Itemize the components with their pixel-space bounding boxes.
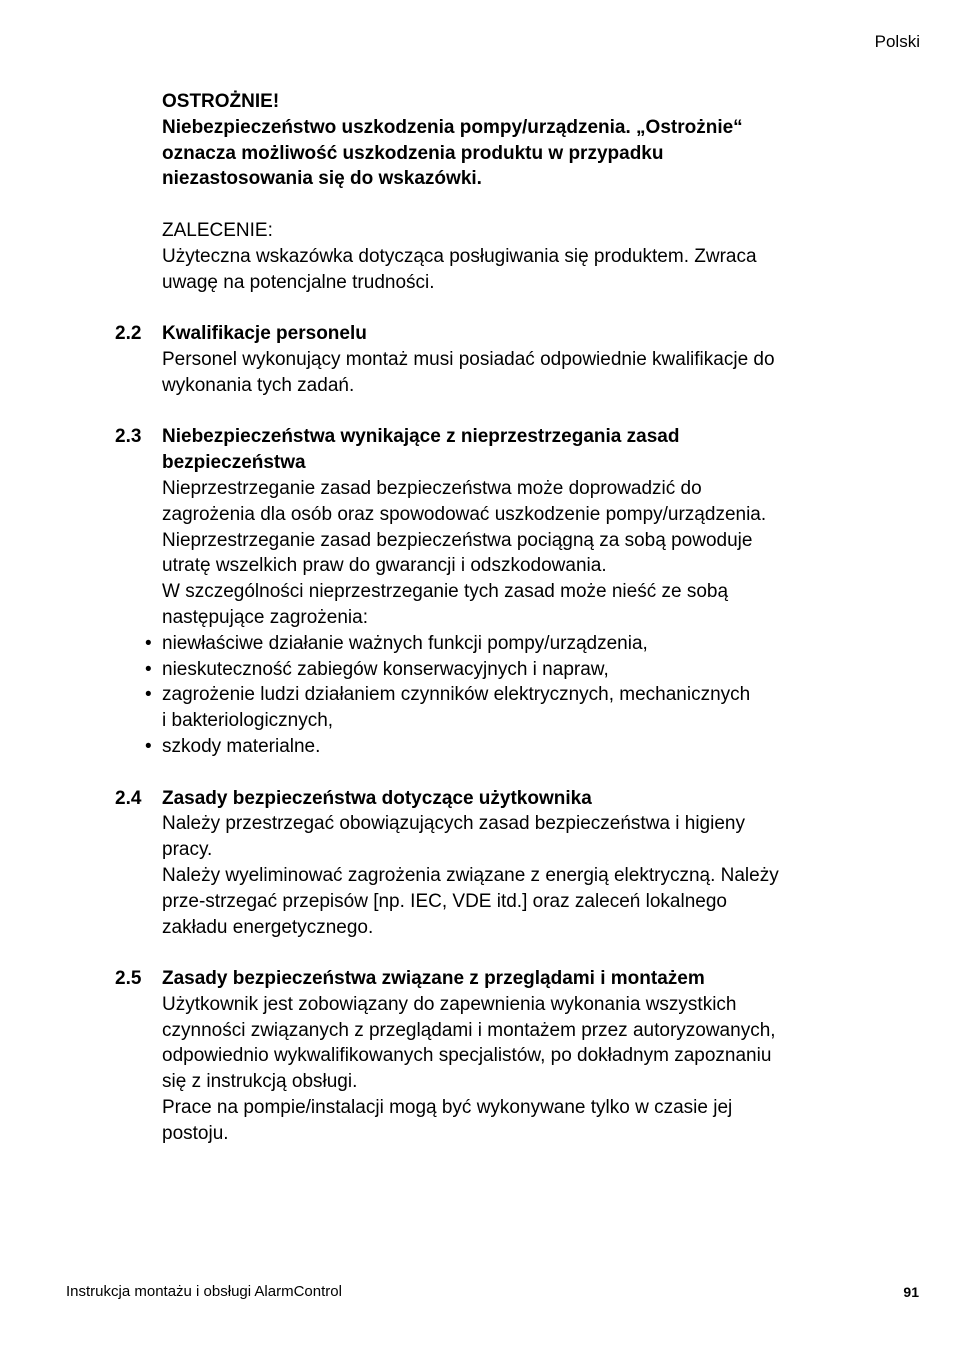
list-item-line: • zagrożenie ludzi działaniem czynników elektrycznych, mechanicznych	[162, 684, 751, 706]
list-item-line: • nieskuteczność zabiegów konserwacyjnych i napraw,	[162, 658, 609, 680]
section-title-line: Zasady bezpieczeństwa dotyczące użytkownika	[162, 787, 592, 809]
section-title	[162, 966, 835, 992]
section-heading	[115, 424, 835, 476]
body-line: odpowiednio wykwalifikowanych specjalistów, po dokładnym zapoznaniu	[162, 1045, 772, 1067]
section-title	[162, 786, 835, 812]
hazard-list	[162, 631, 835, 760]
body-line: Nieprzestrzeganie zasad bezpieczeństwa może doprowadzić do	[162, 477, 702, 499]
list-item	[162, 631, 835, 657]
section-title-line: Niebezpieczeństwa wynikające z nieprzestrzegania zasad	[162, 426, 680, 448]
section-title-line: bezpieczeństwa	[162, 452, 306, 474]
section-body	[162, 347, 835, 399]
section-2-2	[115, 321, 835, 398]
caution-line: oznacza możliwość uszkodzenia produktu w przypadku	[162, 142, 664, 164]
page-content	[115, 89, 835, 1172]
caution-line: niezastosowania się do wskazówki.	[162, 168, 482, 190]
body-line: Należy przestrzegać obowiązujących zasad bezpieczeństwa i higieny	[162, 813, 745, 835]
section-body	[162, 476, 835, 631]
body-line: wykonania tych zadań.	[162, 374, 355, 396]
recommendation-notice	[162, 218, 835, 295]
body-line: Nieprzestrzeganie zasad bezpieczeństwa pociągną za sobą powoduje	[162, 529, 753, 551]
caution-notice	[162, 89, 835, 192]
section-heading	[115, 786, 835, 812]
body-line: postoju.	[162, 1122, 229, 1144]
list-item	[162, 734, 835, 760]
list-item	[162, 657, 835, 683]
section-2-4	[115, 786, 835, 941]
recommendation-line: uwagę na potencjalne trudności.	[162, 271, 435, 293]
section-heading	[115, 321, 835, 347]
section-number: 2.2	[115, 323, 142, 345]
section-title	[162, 321, 835, 347]
section-2-5	[115, 966, 835, 1147]
recommendation-line: Użyteczna wskazówka dotycząca posługiwania się produktem. Zwraca	[162, 245, 757, 267]
section-title	[162, 424, 835, 476]
section-title-line: Zasady bezpieczeństwa związane z przeglądami i montażem	[162, 968, 705, 990]
body-line: Personel wykonujący montaż musi posiadać odpowiednie kwalifikacje do	[162, 348, 775, 370]
section-2-3	[115, 424, 835, 759]
body-line: Prace na pompie/instalacji mogą być wykonywane tylko w czasie jej	[162, 1097, 733, 1119]
list-item-line: i bakteriologicznych,	[162, 710, 334, 732]
recommendation-title: ZALECENIE:	[162, 219, 273, 241]
body-line: Należy wyeliminować zagrożenia związane z energią elektryczną. Należy	[162, 864, 779, 886]
caution-line: Niebezpieczeństwo uszkodzenia pompy/urządzenia. „Ostrożnie“	[162, 116, 743, 138]
list-item-line: • niewłaściwe działanie ważnych funkcji pompy/urządzenia,	[162, 632, 648, 654]
body-line: się z instrukcją obsługi.	[162, 1071, 358, 1093]
body-line: czynności związanych z przeglądami i montażem przez autoryzowanych,	[162, 1019, 776, 1041]
section-body	[162, 992, 835, 1147]
list-item-line: • szkody materialne.	[162, 735, 321, 757]
body-line: zagrożenia dla osób oraz spowodować uszkodzenie pompy/urządzenia.	[162, 503, 767, 525]
page-number: 91	[903, 1284, 919, 1300]
body-line: prze-strzegać przepisów [np. IEC, VDE itd.] oraz zaleceń lokalnego	[162, 890, 727, 912]
list-item	[162, 682, 835, 734]
section-body	[162, 811, 835, 940]
body-line: W szczególności nieprzestrzeganie tych zasad może nieść ze sobą	[162, 581, 729, 603]
body-line: utratę wszelkich praw do gwarancji i odszkodowania.	[162, 555, 607, 577]
body-line: następujące zagrożenia:	[162, 606, 368, 628]
section-number: 2.5	[115, 968, 142, 990]
section-title-line: Kwalifikacje personelu	[162, 323, 367, 345]
section-number: 2.4	[115, 787, 142, 809]
body-line: Użytkownik jest zobowiązany do zapewnienia wykonania wszystkich	[162, 993, 737, 1015]
language-label: Polski	[874, 32, 920, 51]
section-heading	[115, 966, 835, 992]
body-line: pracy.	[162, 839, 213, 861]
caution-title: OSTROŻNIE!	[162, 91, 280, 112]
section-number: 2.3	[115, 426, 142, 448]
body-line: zakładu energetycznego.	[162, 916, 374, 938]
footer-document-title: Instrukcja montażu i obsługi AlarmControl	[66, 1283, 342, 1300]
